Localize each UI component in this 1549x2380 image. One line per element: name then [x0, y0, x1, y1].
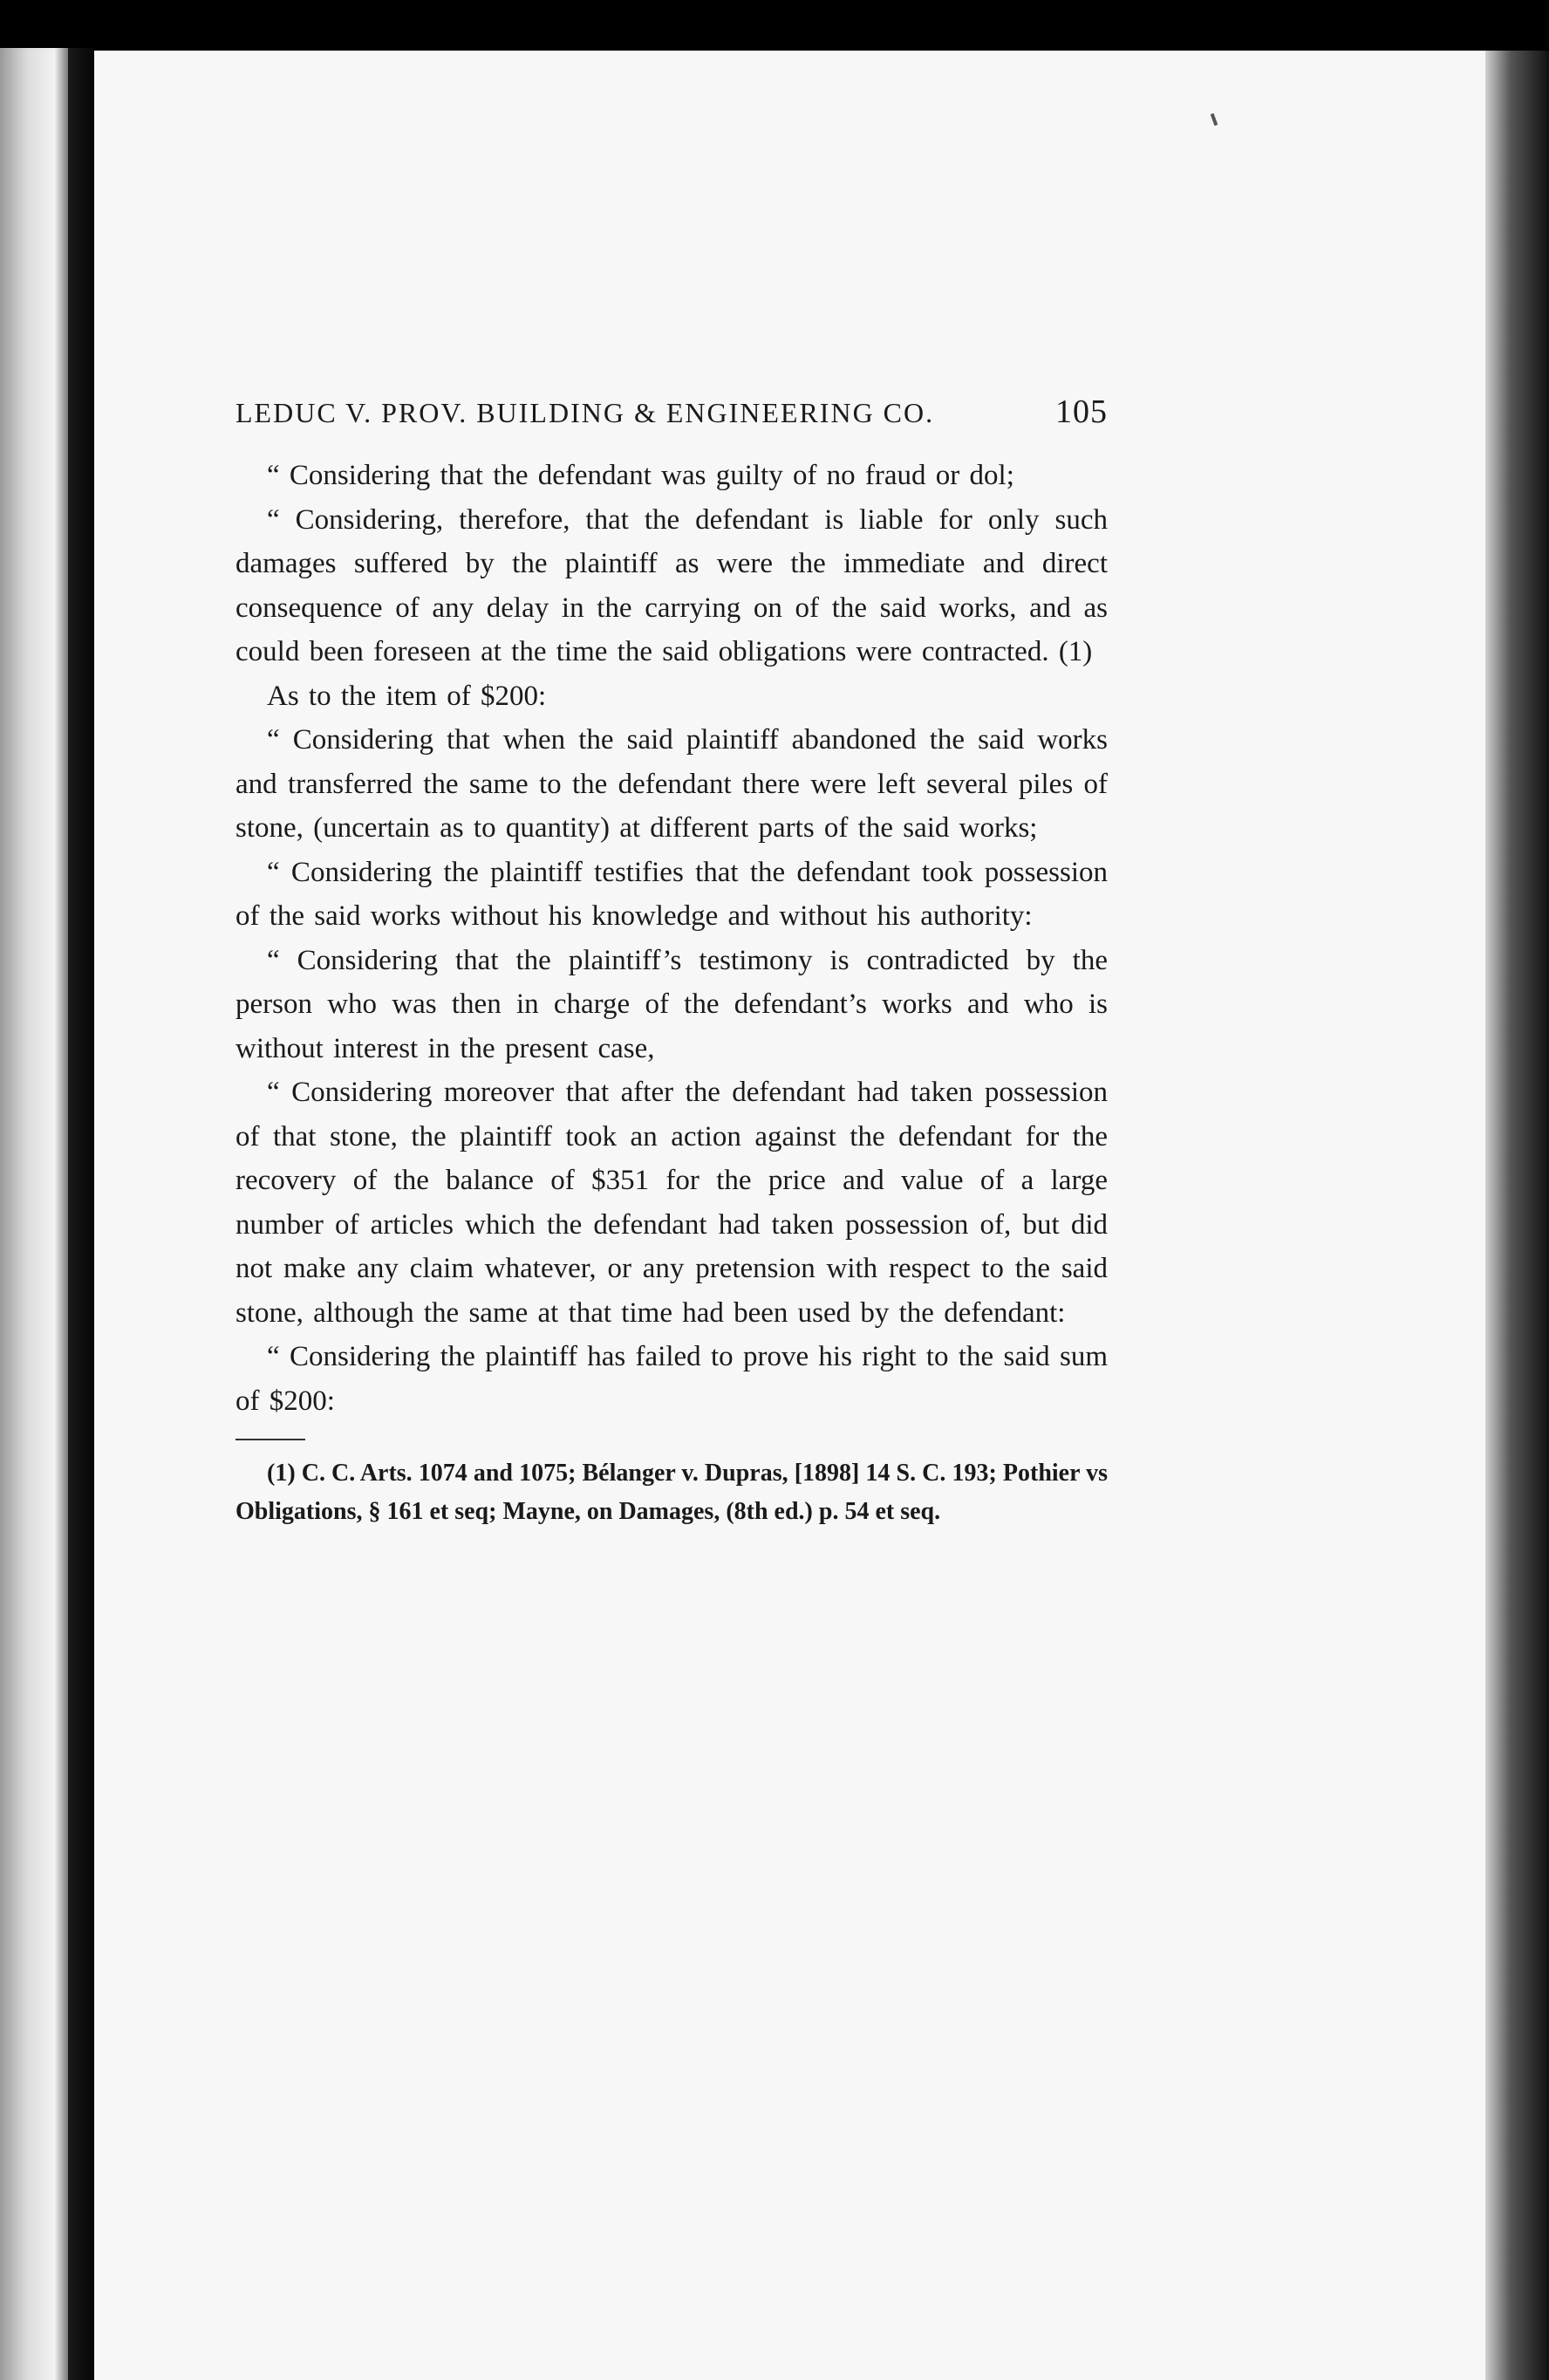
- paragraph-7: “ Considering moreover that after the defendant had taken possession of that stone, the plaintiff took an action against the defendant for the recovery of the balance of $351 for the price and value of a large number of articles which the defendant had taken possession of, but did not make any claim whatever, or any pretension with respect to the said stone, although the same at that time had been used by the defendant:: [235, 1077, 1108, 1329]
- paragraph-3: As to the item of $200:: [267, 680, 547, 712]
- paragraph-6: “ Considering that the plaintiff’s testimony is contradicted by the person who was then in charge of the defendant’s works and who is without interest in the present case,: [235, 944, 1108, 1064]
- body-text: [235, 454, 1108, 1423]
- paragraph-1: “ Considering that the defendant was guilty of no fraud or dol;: [267, 460, 1014, 491]
- paragraph-8: “ Considering the plaintiff has failed to prove his right to the said sum of $200:: [235, 1341, 1108, 1417]
- running-title: LEDUC V. PROV. BUILDING & ENGINEERING CO.: [235, 397, 935, 428]
- running-head: [235, 393, 1108, 431]
- footnote: [235, 1454, 1108, 1531]
- footnote-rule: [235, 1439, 305, 1440]
- paragraph-4: “ Considering that when the said plaintiff abandoned the said works and transferred the same to the defendant there were left several piles of stone, (uncertain as to quantity) at different parts of the said works;: [235, 724, 1108, 844]
- paragraph-2: “ Considering, therefore, that the defendant is liable for only such damages suffered by the plaintiff as were the immediate and direct consequence of any delay in the carrying on of the said works, and as could been foreseen at the time the said obligations were contracted. (1): [235, 503, 1108, 667]
- book-gutter: [68, 48, 94, 2380]
- footnote-text: (1) C. C. Arts. 1074 and 1075; Bélanger v. Dupras, [1898] 14 S. C. 193; Pothier vs Obligations, § 161 et seq; Mayne, on Damages, (8th ed.) p. 54 et seq.: [235, 1460, 1108, 1525]
- page-text-block: [235, 393, 1108, 1531]
- paragraph-5: “ Considering the plaintiff testifies that the defendant took possession of the said works without his knowledge and without his authority:: [235, 856, 1108, 932]
- page-edge-shadow: [1485, 51, 1549, 2380]
- facing-page-edge: [0, 48, 68, 2380]
- page-number: 105: [1055, 393, 1108, 430]
